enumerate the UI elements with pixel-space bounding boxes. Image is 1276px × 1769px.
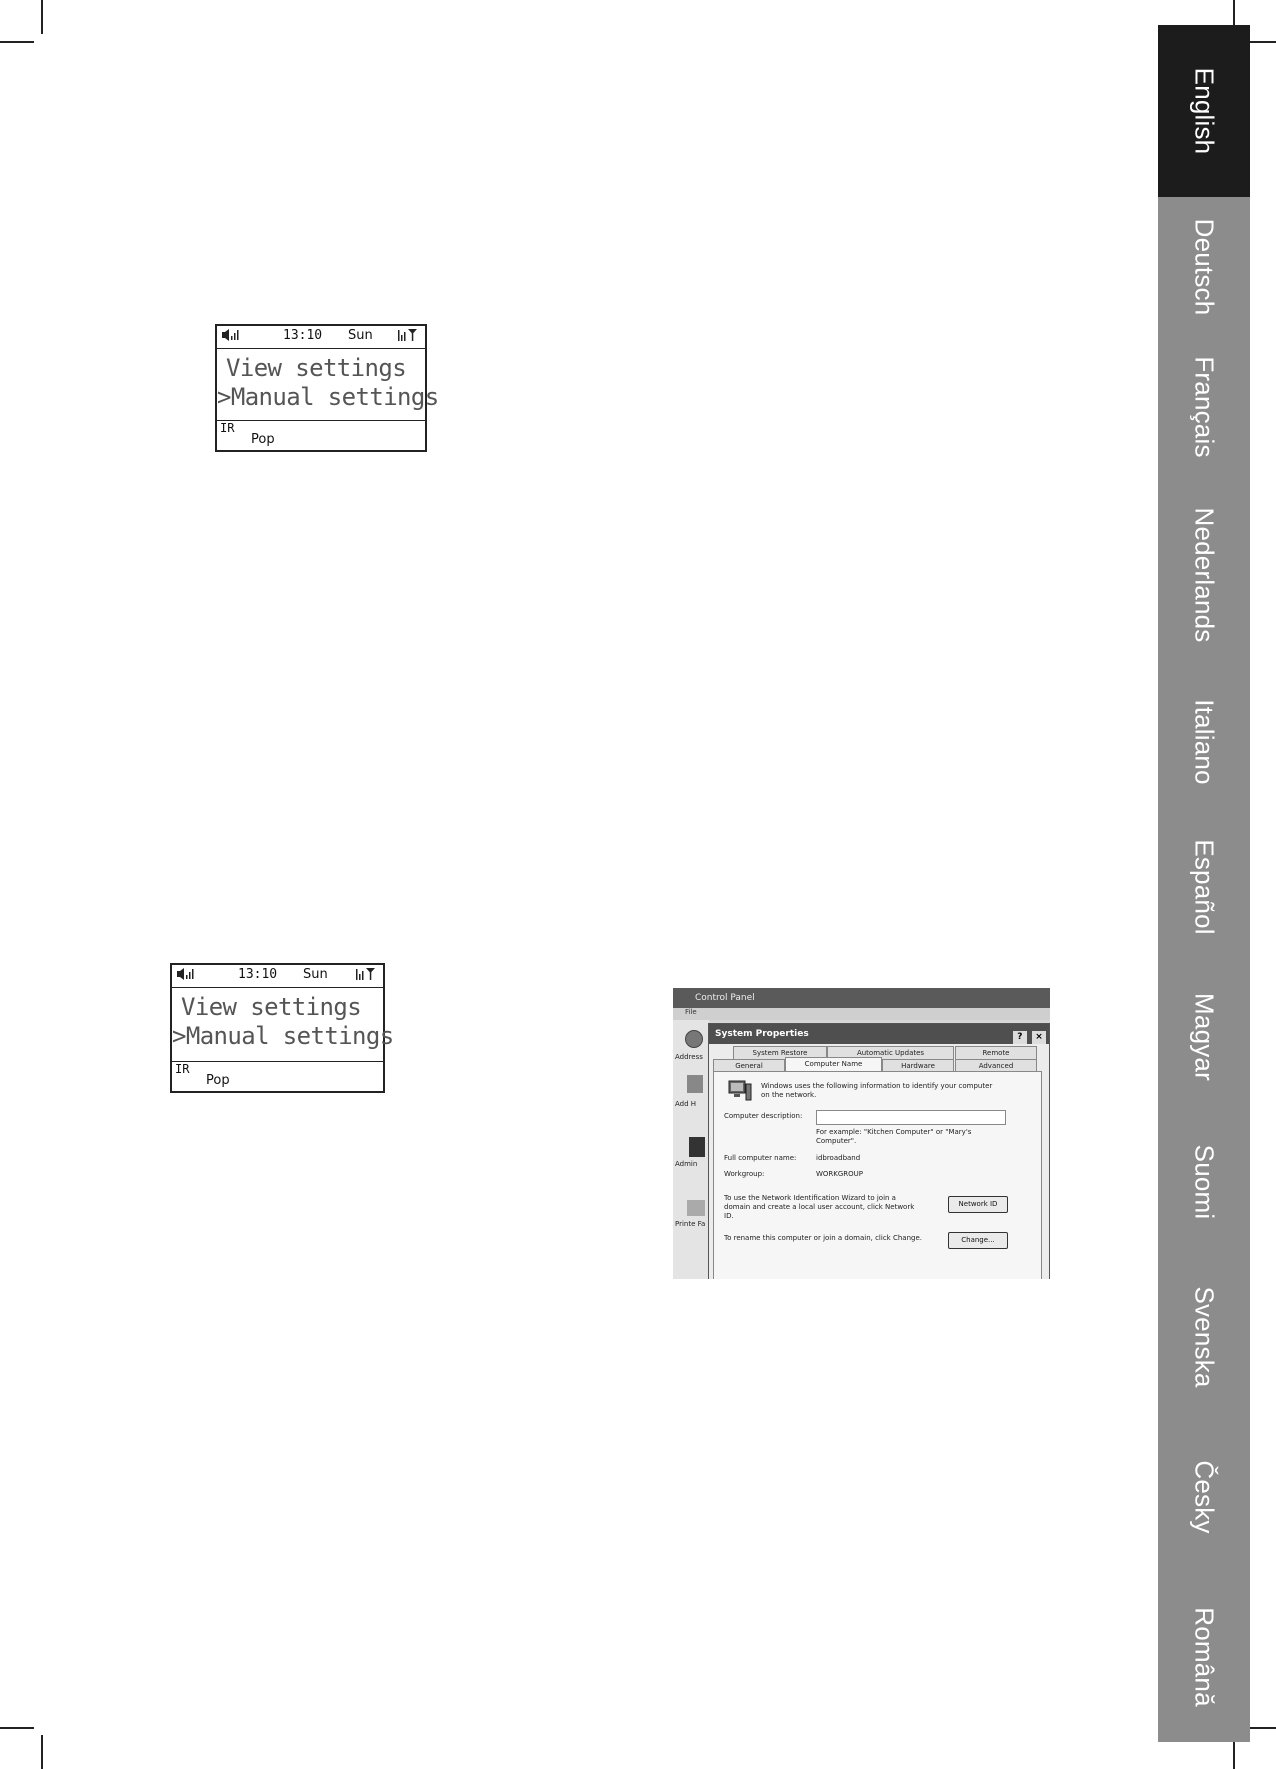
rename-text: To rename this computer or join a domain, click Change. [724, 1234, 922, 1242]
control-panel-left-pane [673, 1020, 709, 1279]
intro-text: Windows uses the following information to identify your computer on the network. [761, 1082, 993, 1099]
tab-hardware[interactable]: Hardware [882, 1059, 954, 1072]
menu-item-view-settings: View settings [181, 993, 362, 1021]
lang-label: Français [1189, 356, 1220, 458]
display-source: IR [175, 1062, 190, 1076]
printers-icon [687, 1200, 705, 1216]
admin-tools-label: Admin [675, 1160, 698, 1168]
lang-tab-italiano[interactable] [1158, 672, 1250, 812]
tab-automatic-updates[interactable]: Automatic Updates [827, 1046, 954, 1059]
full-name-label: Full computer name: [724, 1154, 797, 1162]
workgroup-value: WORKGROUP [816, 1170, 864, 1178]
radio-display [215, 324, 439, 452]
menu-item-manual-settings: >Manual settings [217, 383, 439, 411]
display-genre: Pop [206, 1073, 230, 1088]
display-genre: Pop [251, 432, 275, 447]
menu-file[interactable]: File [685, 1008, 697, 1016]
lang-label: Magyar [1189, 993, 1220, 1081]
lang-tab-nederlands[interactable] [1158, 477, 1250, 672]
lang-label: Română [1189, 1607, 1220, 1707]
admin-tools-icon [689, 1137, 705, 1157]
display-day: Sun [303, 967, 328, 982]
crop-mark [0, 1727, 34, 1729]
system-properties-screenshot [673, 988, 1050, 1279]
lang-label: Italiano [1189, 699, 1220, 785]
volume-icon [176, 967, 194, 985]
lang-label: Svenska [1189, 1286, 1220, 1388]
window-title: Control Panel [695, 993, 755, 1003]
lang-tab-suomi[interactable] [1158, 1112, 1250, 1252]
tab-remote[interactable]: Remote [955, 1046, 1037, 1059]
lang-label: Suomi [1189, 1144, 1220, 1220]
lang-label: Česky [1189, 1460, 1220, 1534]
dialog-title: System Properties [715, 1029, 809, 1039]
lang-tab-english[interactable] [1158, 25, 1250, 197]
network-id-text: To use the Network Identification Wizard to join a domain and create a local user account, click Network ID. [724, 1194, 915, 1220]
lang-tab-espanol[interactable] [1158, 812, 1250, 962]
close-button[interactable]: × [1032, 1031, 1046, 1044]
display-time: 13:10 [238, 967, 278, 982]
tab-advanced[interactable]: Advanced [955, 1059, 1037, 1072]
computer-description-input[interactable] [816, 1110, 1006, 1125]
display-time: 13:10 [283, 328, 323, 343]
display-source: IR [220, 421, 235, 435]
full-name-value: idbroadband [816, 1154, 861, 1162]
lang-tab-cesky[interactable] [1158, 1422, 1250, 1572]
computer-icon [728, 1080, 752, 1102]
printers-label: Printe Fa [675, 1220, 706, 1228]
crop-mark [41, 0, 43, 34]
tab-system-restore[interactable]: System Restore [733, 1046, 827, 1059]
description-label: Computer description: [724, 1112, 803, 1120]
language-tabs [1158, 25, 1250, 1742]
lang-tab-deutsch[interactable] [1158, 197, 1250, 337]
help-button[interactable]: ? [1013, 1031, 1027, 1044]
menu-item-manual-settings: >Manual settings [172, 1022, 394, 1050]
add-hardware-icon [687, 1075, 703, 1093]
lang-tab-romana[interactable] [1158, 1572, 1250, 1742]
system-properties-dialog [708, 1023, 1050, 1279]
network-id-button[interactable]: Network ID [948, 1196, 1008, 1213]
display-info-bar [217, 420, 425, 450]
radio-display [170, 963, 394, 1093]
lang-tab-magyar[interactable] [1158, 962, 1250, 1112]
lang-label: Nederlands [1189, 507, 1220, 642]
dialog-titlebar [709, 1024, 1049, 1044]
crop-mark [41, 1735, 43, 1769]
lang-tab-francais[interactable] [1158, 337, 1250, 477]
signal-icon [397, 328, 419, 346]
control-panel-menu [673, 1008, 1050, 1020]
lang-tab-svenska[interactable] [1158, 1252, 1250, 1422]
crop-mark [0, 41, 34, 43]
volume-icon [221, 328, 239, 346]
add-hardware-label: Add H [675, 1100, 697, 1108]
signal-icon [355, 967, 377, 985]
example-text: For example: "Kitchen Computer" or "Mary's Computer". [816, 1128, 972, 1145]
computer-name-panel [713, 1071, 1042, 1279]
workgroup-label: Workgroup: [724, 1170, 765, 1178]
tab-computer-name[interactable]: Computer Name [785, 1057, 882, 1072]
display-info-bar [172, 1061, 383, 1091]
lang-label: English [1189, 67, 1220, 155]
menu-item-view-settings: View settings [226, 354, 407, 382]
control-panel-titlebar [673, 988, 1050, 1008]
lang-label: Deutsch [1189, 218, 1220, 316]
display-status-bar [217, 326, 425, 349]
display-status-bar [172, 965, 383, 988]
change-button[interactable]: Change... [948, 1232, 1008, 1249]
address-label: Address [675, 1053, 703, 1061]
display-day: Sun [348, 328, 373, 343]
lang-label: Español [1189, 839, 1220, 935]
back-icon[interactable] [685, 1030, 703, 1048]
tab-general[interactable]: General [713, 1059, 785, 1072]
